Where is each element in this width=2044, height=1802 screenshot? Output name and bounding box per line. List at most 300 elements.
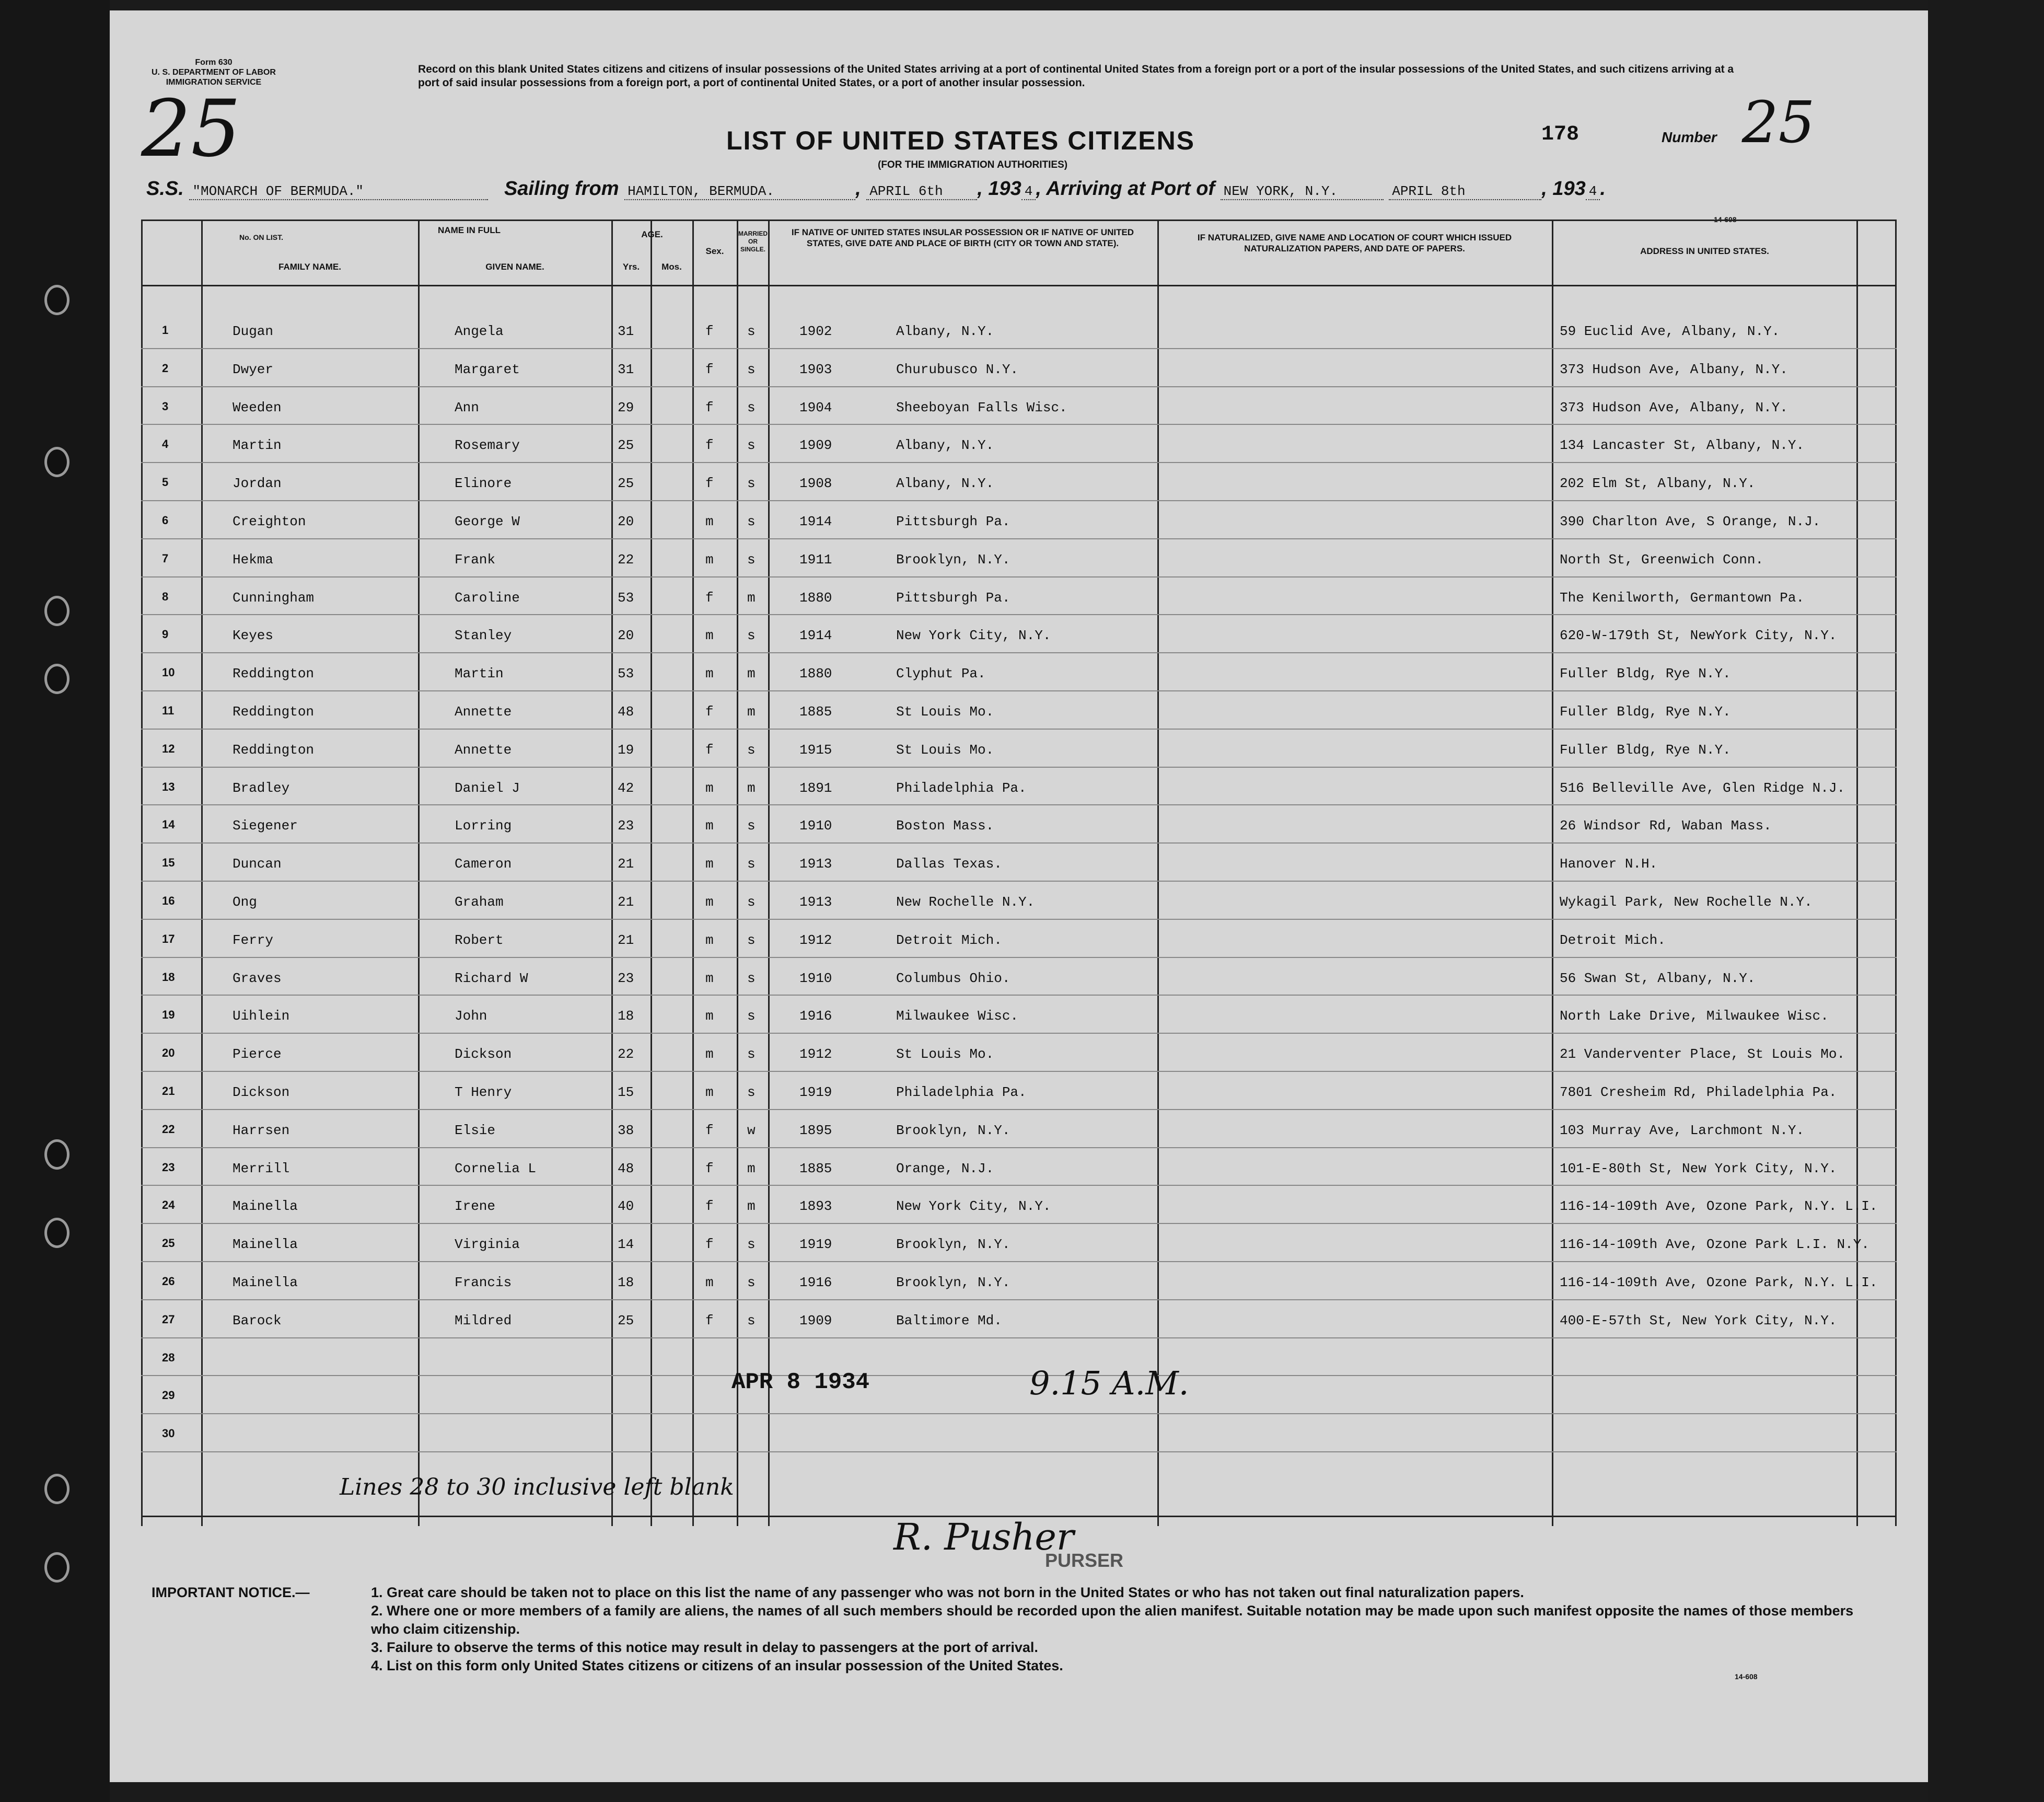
table-row <box>141 1034 1897 1071</box>
sex-cell: m <box>705 780 714 796</box>
table-row <box>141 1338 1897 1376</box>
age-years-cell: 22 <box>618 1046 634 1062</box>
address-cell: 202 Elm St, Albany, N.Y. <box>1560 476 1756 492</box>
birth-place-cell: New York City, N.Y. <box>896 1198 1051 1215</box>
table-row <box>141 615 1897 653</box>
address-cell: 116-14-109th Ave, Ozone Park L.I. N.Y. <box>1560 1237 1869 1253</box>
marital-status-cell: m <box>747 1160 756 1176</box>
address-cell: 516 Belleville Ave, Glen Ridge N.J. <box>1560 780 1845 796</box>
address-cell: 373 Hudson Ave, Albany, N.Y. <box>1560 361 1788 377</box>
birth-year-cell: 1919 <box>799 1084 832 1100</box>
birth-place-cell: Columbus Ohio. <box>896 970 1011 986</box>
table-row <box>141 463 1897 501</box>
row-number: 26 <box>162 1275 175 1288</box>
sex-cell: m <box>705 1046 714 1062</box>
table-row <box>141 996 1897 1033</box>
family-name-cell: Dickson <box>233 1084 290 1100</box>
family-name-cell: Duncan <box>233 856 282 872</box>
given-name-cell: Francis <box>455 1275 512 1290</box>
marital-status-cell: s <box>747 856 756 872</box>
given-name-cell: George W <box>455 514 520 529</box>
marital-status-cell: s <box>747 1046 756 1062</box>
address-cell: 400-E-57th St, New York City, N.Y. <box>1560 1312 1837 1329</box>
birth-place-cell: Sheeboyan Falls Wisc. <box>896 399 1067 415</box>
birth-place-cell: Dallas Texas. <box>896 856 1002 872</box>
birth-year-cell: 1916 <box>799 1275 832 1290</box>
blank-lines-note: Lines 28 to 30 inclusive left blank <box>340 1474 734 1500</box>
address-cell: 620-W-179th St, NewYork City, N.Y. <box>1560 628 1837 644</box>
family-name-cell: Ferry <box>233 932 274 948</box>
row-number: 5 <box>162 476 169 489</box>
birth-year-cell: 1909 <box>799 1312 832 1329</box>
row-number: 9 <box>162 628 169 641</box>
birth-place-cell: Milwaukee Wisc. <box>896 1008 1019 1024</box>
age-years-cell: 40 <box>618 1198 634 1215</box>
age-years-cell: 29 <box>618 399 634 415</box>
address-cell: North St, Greenwich Conn. <box>1560 551 1764 568</box>
table-row <box>141 1300 1897 1338</box>
sex-cell: f <box>705 1122 714 1138</box>
purser-label: PURSER <box>1045 1550 1124 1571</box>
birth-year-cell: 1903 <box>799 361 832 377</box>
binder-hole <box>44 596 69 626</box>
marital-status-cell: m <box>747 590 756 606</box>
table-row <box>141 1224 1897 1262</box>
given-name-cell: Frank <box>455 551 496 568</box>
form-number: Form 630 <box>195 58 233 67</box>
sex-cell: m <box>705 856 714 872</box>
important-notice <box>152 1584 1876 1675</box>
marital-status-cell: m <box>747 704 756 720</box>
birth-year-cell: 1910 <box>799 818 832 834</box>
row-number: 24 <box>162 1198 175 1212</box>
family-name-cell: Creighton <box>233 514 306 529</box>
binder-hole <box>44 1218 69 1248</box>
stamp-number: 178 <box>1541 123 1580 146</box>
sex-cell: m <box>705 932 714 948</box>
header-no-on-list: No. ON LIST. <box>239 233 283 241</box>
age-years-cell: 18 <box>618 1008 634 1024</box>
table-row <box>141 387 1897 425</box>
given-name-cell: Martin <box>455 666 504 682</box>
given-name-cell: Irene <box>455 1198 496 1215</box>
row-number: 27 <box>162 1312 175 1326</box>
given-name-cell: Cameron <box>455 856 512 872</box>
age-years-cell: 18 <box>618 1275 634 1290</box>
table-row <box>141 1110 1897 1148</box>
table-row <box>141 501 1897 539</box>
given-name-cell: Dickson <box>455 1046 512 1062</box>
arriving-port: NEW YORK, N.Y. <box>1221 183 1384 200</box>
row-number: 6 <box>162 514 169 527</box>
age-years-cell: 53 <box>618 590 634 606</box>
family-name-cell: Siegener <box>233 818 298 834</box>
binder-hole <box>44 1139 69 1170</box>
given-name-cell: Annette <box>455 742 512 758</box>
row-number: 22 <box>162 1122 175 1136</box>
birth-year-cell: 1914 <box>799 514 832 529</box>
table-row <box>141 730 1897 767</box>
header-name-in-full: NAME IN FULL <box>438 225 501 235</box>
address-cell: North Lake Drive, Milwaukee Wisc. <box>1560 1008 1829 1024</box>
given-name-cell: Daniel J <box>455 780 520 796</box>
row-number: 18 <box>162 970 175 984</box>
birth-place-cell: Pittsburgh Pa. <box>896 590 1011 606</box>
notice-item: 3. Failure to observe the terms of this notice may result in delay to passengers at the port of arrival. <box>371 1639 1038 1655</box>
birth-year-cell: 1880 <box>799 590 832 606</box>
sailing-label: Sailing from <box>504 178 619 200</box>
birth-place-cell: Pittsburgh Pa. <box>896 514 1011 529</box>
address-cell: 7801 Cresheim Rd, Philadelphia Pa. <box>1560 1084 1837 1100</box>
age-years-cell: 19 <box>618 742 634 758</box>
sex-cell: m <box>705 1084 714 1100</box>
arriving-date: APRIL 8th <box>1389 183 1541 200</box>
birth-place-cell: Brooklyn, N.Y. <box>896 1237 1011 1253</box>
sex-cell: m <box>705 1008 714 1024</box>
table-row <box>141 920 1897 957</box>
birth-place-cell: Philadelphia Pa. <box>896 780 1027 796</box>
address-cell: 373 Hudson Ave, Albany, N.Y. <box>1560 399 1788 415</box>
family-name-cell: Martin <box>233 437 282 454</box>
sex-cell: m <box>705 514 714 529</box>
address-cell: 390 Charlton Ave, S Orange, N.J. <box>1560 514 1821 529</box>
table-top-rule <box>141 220 1897 221</box>
table-row <box>141 653 1897 691</box>
department-name: U. S. DEPARTMENT OF LABOR <box>152 68 276 77</box>
table-row <box>141 691 1897 729</box>
address-cell: Fuller Bldg, Rye N.Y. <box>1560 742 1731 758</box>
birth-year-cell: 1919 <box>799 1237 832 1253</box>
address-cell: Fuller Bldg, Rye N.Y. <box>1560 704 1731 720</box>
given-name-cell: Angela <box>455 324 504 339</box>
row-rule <box>141 1451 1897 1452</box>
marital-status-cell: s <box>747 1312 756 1329</box>
age-years-cell: 42 <box>618 780 634 796</box>
given-name-cell: Virginia <box>455 1237 520 1253</box>
birth-year-cell: 1902 <box>799 324 832 339</box>
header-mos: Mos. <box>661 262 682 272</box>
binder-hole <box>44 1552 69 1582</box>
table-row <box>141 1186 1897 1223</box>
marital-status-cell: s <box>747 1275 756 1290</box>
family-name-cell: Reddington <box>233 704 315 720</box>
table-row <box>141 882 1897 919</box>
birth-year-cell: 1915 <box>799 742 832 758</box>
row-number: 16 <box>162 894 175 907</box>
page-subtitle: (FOR THE IMMIGRATION AUTHORITIES) <box>878 159 1068 170</box>
birth-year-cell: 1908 <box>799 476 832 492</box>
row-number: 23 <box>162 1160 175 1174</box>
family-name-cell: Ong <box>233 894 257 910</box>
sex-cell: m <box>705 551 714 568</box>
marital-status-cell: m <box>747 1198 756 1215</box>
given-name-cell: Caroline <box>455 590 520 606</box>
birth-place-cell: St Louis Mo. <box>896 704 994 720</box>
sex-cell: f <box>705 1312 714 1329</box>
row-number: 11 <box>162 704 175 717</box>
address-cell: 21 Vanderventer Place, St Louis Mo. <box>1560 1046 1845 1062</box>
table-row <box>141 958 1897 996</box>
address-cell: 103 Murray Ave, Larchmont N.Y. <box>1560 1122 1805 1138</box>
birth-year-cell: 1911 <box>799 551 832 568</box>
age-years-cell: 14 <box>618 1237 634 1253</box>
sex-cell: m <box>705 970 714 986</box>
marital-status-cell: s <box>747 361 756 377</box>
address-cell: Hanover N.H. <box>1560 856 1658 872</box>
given-name-cell: Ann <box>455 399 479 415</box>
row-number: 4 <box>162 437 169 451</box>
birth-year-cell: 1904 <box>799 399 832 415</box>
birth-place-cell: Philadelphia Pa. <box>896 1084 1027 1100</box>
age-years-cell: 21 <box>618 932 634 948</box>
family-name-cell: Jordan <box>233 476 282 492</box>
sex-cell: m <box>705 1275 714 1290</box>
table-row <box>141 768 1897 805</box>
sex-cell: f <box>705 1198 714 1215</box>
header-yrs: Yrs. <box>622 262 640 272</box>
arrival-time-note: 9.15 A.M. <box>1029 1364 1189 1402</box>
sailing-year-digit: 4 <box>1021 183 1036 200</box>
notice-item: 1. Great care should be taken not to place on this list the name of any passenger who was not born in the United States or who has not taken out final naturalization papers. <box>371 1585 1524 1600</box>
intro-instructions: Record on this blank United States citizens and citizens of insular possessions of the United States arriving at a port of continental United States from a foreign port or a port of the insular possessions of the United States, and such citizens arriving at a port of said insular possessions from a foreign port, a port of continental United States, or a port of another insular possession. <box>418 63 1734 89</box>
header-married-or-single: MARRIED OR SINGLE. <box>738 230 768 253</box>
address-cell: 116-14-109th Ave, Ozone Park, N.Y. L.I. <box>1560 1275 1878 1290</box>
given-name-cell: Elinore <box>455 476 512 492</box>
family-name-cell: Harrsen <box>233 1122 290 1138</box>
marital-status-cell: s <box>747 1237 756 1253</box>
table-row <box>141 1414 1897 1452</box>
age-years-cell: 21 <box>618 856 634 872</box>
header-family-name: FAMILY NAME. <box>278 262 341 272</box>
row-number: 1 <box>162 324 169 337</box>
birth-place-cell: Baltimore Md. <box>896 1312 1002 1329</box>
notice-item: 4. List on this form only United States citizens or citizens of an insular possession of the United States. <box>371 1658 1063 1673</box>
passenger-table <box>141 220 1897 1526</box>
row-number: 7 <box>162 551 169 565</box>
age-years-cell: 20 <box>618 628 634 644</box>
birth-place-cell: Albany, N.Y. <box>896 476 994 492</box>
header-naturalized: IF NATURALIZED, GIVE NAME AND LOCATION OF COURT WHICH ISSUED NATURALIZATION PAPERS, AND DATE OF PAPERS. <box>1197 233 1512 253</box>
row-number: 25 <box>162 1237 175 1250</box>
age-years-cell: 25 <box>618 437 634 454</box>
row-number: 21 <box>162 1084 175 1098</box>
marital-status-cell: s <box>747 818 756 834</box>
table-row <box>141 349 1897 387</box>
given-name-cell: Rosemary <box>455 437 520 454</box>
sex-cell: m <box>705 628 714 644</box>
table-row <box>141 539 1897 577</box>
birth-year-cell: 1909 <box>799 437 832 454</box>
voyage-line: S.S. "MONARCH OF BERMUDA." Sailing from HAMILTON, BERMUDA. , APRIL 6th , 193 4 , Arriving at Port of NEW YORK, N.Y. APRIL 8th , 193 4 . <box>146 178 1606 200</box>
given-name-cell: Cornelia L <box>455 1160 537 1176</box>
table-row <box>141 1148 1897 1186</box>
sailing-year-prefix: 193 <box>988 178 1021 200</box>
binder-hole <box>44 664 69 694</box>
scan-right-edge <box>1928 0 2044 1802</box>
age-years-cell: 15 <box>618 1084 634 1100</box>
birth-place-cell: Brooklyn, N.Y. <box>896 1275 1011 1290</box>
table-row <box>141 425 1897 463</box>
row-number: 17 <box>162 932 175 945</box>
date-stamp: APR 8 1934 <box>731 1369 870 1395</box>
sailing-port: HAMILTON, BERMUDA. <box>624 183 855 200</box>
sex-cell: m <box>705 666 714 682</box>
manifest-sheet <box>110 10 1928 1782</box>
age-years-cell: 21 <box>618 894 634 910</box>
age-years-cell: 53 <box>618 666 634 682</box>
family-name-cell: Keyes <box>233 628 274 644</box>
marital-status-cell: w <box>747 1122 756 1138</box>
given-name-cell: T Henry <box>455 1084 512 1100</box>
birth-year-cell: 1913 <box>799 894 832 910</box>
form-identifier <box>152 57 276 87</box>
address-cell: Wykagil Park, New Rochelle N.Y. <box>1560 894 1813 910</box>
family-name-cell: Barock <box>233 1312 282 1329</box>
marital-status-cell: s <box>747 437 756 454</box>
marital-status-cell: s <box>747 894 756 910</box>
address-cell: 59 Euclid Ave, Albany, N.Y. <box>1560 324 1780 339</box>
given-name-cell: Stanley <box>455 628 512 644</box>
row-number: 30 <box>162 1427 175 1440</box>
sex-cell: m <box>705 894 714 910</box>
age-years-cell: 25 <box>618 1312 634 1329</box>
birth-place-cell: Churubusco N.Y. <box>896 361 1019 377</box>
given-name-cell: Richard W <box>455 970 528 986</box>
row-number: 2 <box>162 361 169 375</box>
birth-place-cell: New York City, N.Y. <box>896 628 1051 644</box>
address-cell: 26 Windsor Rd, Waban Mass. <box>1560 818 1772 834</box>
age-years-cell: 22 <box>618 551 634 568</box>
sex-cell: f <box>705 361 714 377</box>
given-name-cell: Annette <box>455 704 512 720</box>
family-name-cell: Cunningham <box>233 590 315 606</box>
sex-cell: f <box>705 476 714 492</box>
marital-status-cell: s <box>747 514 756 529</box>
family-name-cell: Bradley <box>233 780 290 796</box>
family-name-cell: Dugan <box>233 324 274 339</box>
row-number: 29 <box>162 1389 175 1402</box>
address-cell: 101-E-80th St, New York City, N.Y. <box>1560 1160 1837 1176</box>
marital-status-cell: m <box>747 666 756 682</box>
header-birth: IF NATIVE OF UNITED STATES INSULAR POSSESSION OR IF NATIVE OF UNITED STATES, GIVE DATE AND PLACE OF BIRTH (CITY OR TOWN AND STATE). <box>791 227 1134 248</box>
row-number: 20 <box>162 1046 175 1060</box>
family-name-cell: Dwyer <box>233 361 274 377</box>
number-label-text: Number <box>1662 129 1717 145</box>
given-name-cell: Lorring <box>455 818 512 834</box>
birth-place-cell: Brooklyn, N.Y. <box>896 1122 1011 1138</box>
table-row <box>141 577 1897 615</box>
header-sex: Sex. <box>705 246 724 256</box>
address-cell: 134 Lancaster St, Albany, N.Y. <box>1560 437 1805 454</box>
age-years-cell: 25 <box>618 476 634 492</box>
address-cell: The Kenilworth, Germantown Pa. <box>1560 590 1805 606</box>
family-name-cell: Mainella <box>233 1198 298 1215</box>
table-row <box>141 311 1897 349</box>
marital-status-cell: s <box>747 970 756 986</box>
marital-status-cell: s <box>747 551 756 568</box>
birth-year-cell: 1913 <box>799 856 832 872</box>
arriving-year-digit: 4 <box>1586 183 1600 200</box>
table-row <box>141 844 1897 881</box>
sex-cell: m <box>705 818 714 834</box>
marital-status-cell: m <box>747 780 756 796</box>
birth-year-cell: 1916 <box>799 1008 832 1024</box>
marital-status-cell: s <box>747 399 756 415</box>
given-name-cell: Margaret <box>455 361 520 377</box>
sex-cell: f <box>705 590 714 606</box>
page-title: LIST OF UNITED STATES CITIZENS <box>726 126 1195 155</box>
family-name-cell: Weeden <box>233 399 282 415</box>
birth-place-cell: Brooklyn, N.Y. <box>896 551 1011 568</box>
arriving-year-prefix: 193 <box>1552 178 1586 200</box>
family-name-cell: Mainella <box>233 1237 298 1253</box>
header-given-name: GIVEN NAME. <box>485 262 544 272</box>
family-name-cell: Hekma <box>233 551 274 568</box>
row-number: 28 <box>162 1350 175 1364</box>
table-row <box>141 1262 1897 1300</box>
header-age: AGE. <box>641 229 663 239</box>
birth-place-cell: St Louis Mo. <box>896 742 994 758</box>
ss-label: S.S. <box>146 178 184 200</box>
birth-place-cell: Detroit Mich. <box>896 932 1002 948</box>
number-label <box>1662 89 1815 156</box>
table-header-rule <box>141 285 1897 286</box>
row-number: 14 <box>162 818 175 831</box>
family-name-cell: Uihlein <box>233 1008 290 1024</box>
age-years-cell: 31 <box>618 324 634 339</box>
birth-year-cell: 1880 <box>799 666 832 682</box>
birth-place-cell: Albany, N.Y. <box>896 437 994 454</box>
notice-label: IMPORTANT NOTICE.— <box>152 1585 310 1600</box>
given-name-cell: John <box>455 1008 487 1024</box>
birth-place-cell: St Louis Mo. <box>896 1046 994 1062</box>
birth-year-cell: 1891 <box>799 780 832 796</box>
notice-item: 2. Where one or more members of a family are aliens, the names of all such members should be recorded upon the alien manifest. Suitable notation may be made upon such manifest opposite the names of those members who claim citizenship. <box>371 1603 1854 1637</box>
birth-year-cell: 1885 <box>799 1160 832 1176</box>
given-name-cell: Robert <box>455 932 504 948</box>
table-row <box>141 1376 1897 1414</box>
age-years-cell: 48 <box>618 704 634 720</box>
marital-status-cell: s <box>747 932 756 948</box>
birth-year-cell: 1912 <box>799 932 832 948</box>
marital-status-cell: s <box>747 1084 756 1100</box>
birth-year-cell: 1910 <box>799 970 832 986</box>
given-name-cell: Elsie <box>455 1122 496 1138</box>
number-value: 25 <box>1741 89 1815 156</box>
binder-margin <box>0 0 110 1802</box>
given-name-cell: Mildred <box>455 1312 512 1329</box>
sex-cell: f <box>705 1160 714 1176</box>
marital-status-cell: s <box>747 1008 756 1024</box>
header-address: ADDRESS IN UNITED STATES. <box>1640 246 1769 256</box>
family-name-cell: Reddington <box>233 666 315 682</box>
birth-year-cell: 1914 <box>799 628 832 644</box>
marital-status-cell: s <box>747 324 756 339</box>
age-years-cell: 31 <box>618 361 634 377</box>
address-cell: Fuller Bldg, Rye N.Y. <box>1560 666 1731 682</box>
row-number: 10 <box>162 666 175 679</box>
row-number: 13 <box>162 780 175 793</box>
family-name-cell: Reddington <box>233 742 315 758</box>
family-name-cell: Mainella <box>233 1275 298 1290</box>
row-number: 8 <box>162 590 169 603</box>
marital-status-cell: s <box>747 476 756 492</box>
birth-year-cell: 1893 <box>799 1198 832 1215</box>
birth-year-cell: 1912 <box>799 1046 832 1062</box>
arriving-label: Arriving at Port of <box>1046 178 1215 200</box>
service-name: IMMIGRATION SERVICE <box>166 78 262 87</box>
address-cell: Detroit Mich. <box>1560 932 1666 948</box>
